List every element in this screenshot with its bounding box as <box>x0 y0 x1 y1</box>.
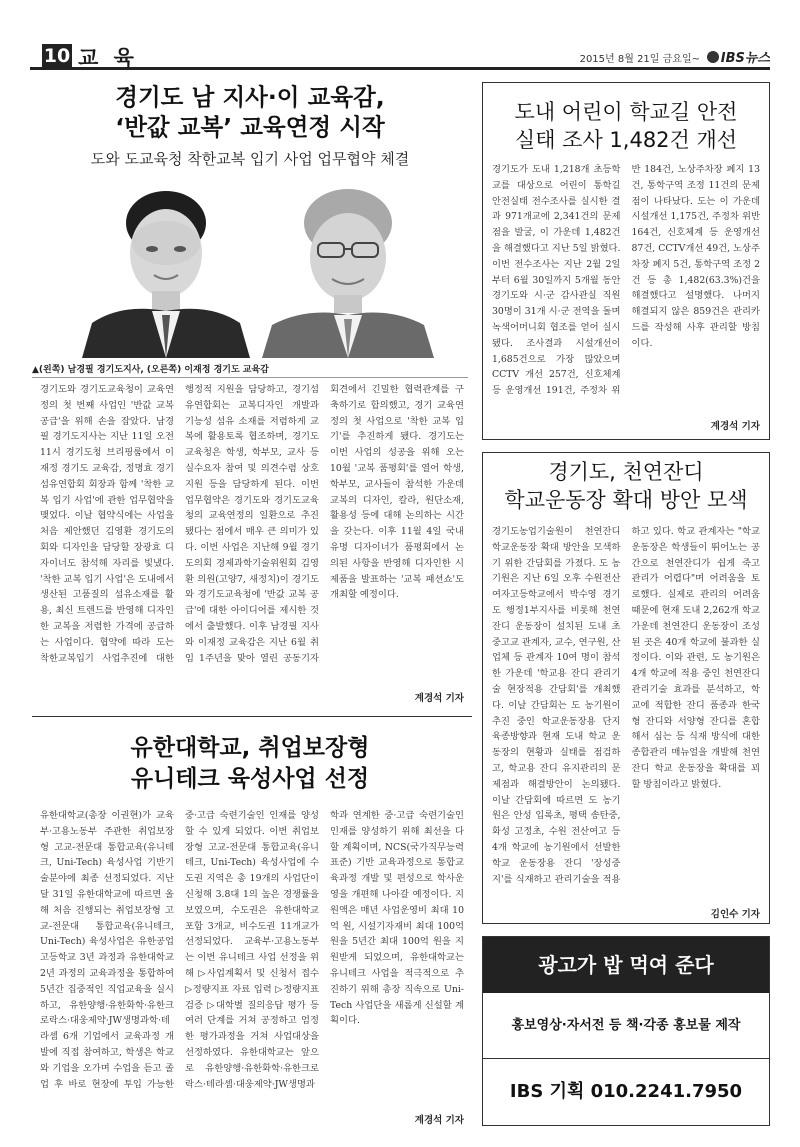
publisher-logo <box>707 47 770 66</box>
section-title: 교 육 <box>78 46 138 70</box>
ad-headline: 광고가 밥 먹여 준다 <box>483 937 769 993</box>
school-safety-body: 경기도가 도내 1,218개 초등학교를 대상으로 어린이 통학길 안전실태 전수조사를 실시한 결과 971개교에 2,341건의 문제점을 발굴, 이 가운데 1,482건을 해결했다고 지난 5일 밝혔다. 이번 전수조사는 지난 2월 2일부터 6월 30일까지 5개월 동안 경기도와 시·군 감사관실 직원 30명이 31개 시·군 전역을 돌며 녹색어머니회 협조를 얻어 실시됐다. 조사결과 시설개선이 1,685건으로 가장 많았으며 CCTV 개선 257건, 신호체계 등 운영개선 191건, 주정차 위반 184건, 노상주차장 폐지 13건, 통학구역 조정 11건의 문제점이 나타났다. 도는 이 가운데 시설개선 1,175건, 주정차 위반 164건, 신호체계 등 운영개선 87건, CCTV개선 49건, 노상주차장 폐지 5건, 통학구역 조정 2건 등 총 1,482(63.3%)건을 해결했다고 설명했다. 나머지 해결되지 않은 859건은 관리카드를 작성해 사후 관리할 방침이다. <box>492 164 760 397</box>
yuhan-article-body: 유한대학교(총장 이권현)가 교육부·고용노동부 주관한 취업보장형 고교-전문대 통합교육(유니테크, Uni-Tech) 육성사업 기반기술분야에 최종 선정되었다. 지난달 31일 유한대학교에 따르면 올해 처음 진행되는 취업보장형 고교-전문대 통합교육(유니테크, Uni-Tech) 육성사업은 유한공업고등학교 3년 과정과 유한대학교 2년 과정의 교육과정을 통합하여 5년간 집중적인 직업교육을 실시하고, 유한양행·유한화학·유한크로락스·대웅제약·JW생명과학·테라셈 6개 기업에서 교육과정 개발에 직접 참여하고, 학생은 학교와 기업을 오가며 수업을 듣고 졸업 후 바로 현장에 투입 가능한 중·고급 숙련기술인 인재를 양성할 수 있게 되었다. 이번 취업보장형 고교-전문대 통합교육(유니테크, Uni-Tech) 육성사업에 수도권 지역은 총 19개의 사업단이 신청해 3.8대 1의 높은 경쟁률을 보였으며, 수도권은 유한대학교 포함 3개교, 비수도권 11개교가 선정되었다. 교육부·고용노동부는 이번 유니테크 사업 선정을 위해 ▷사업계획서 및 신청서 접수 ▷정량지표 자료 입력 ▷정량지표 검증 ▷대학별 질의응답 평가 등 여러 단계를 거쳐 공정하고 엄정한 평가과정을 거쳐 사업대상을 선정하였다. 유한대학교는 앞으로 유한양행·유한화학·유한크로락스·테라셈·대웅제약·JW생명과학과 연계한 중·고급 숙련기술인 인재를 양성하기 위해 최선을 다할 계획이며, NCS(국가직무능력표준) 기반 교육과정으로 통합교육과정 개발 및 편성으로 학사운영을 개편해 나아갈 예정이다. 지원액은 매년 사업운영비 최대 10억 원, 시설기자재비 최대 100억 원을 5년간 최대 100억 원을 지원받게 되었으며, 유한대학교는 유니테크 사업을 적극적으로 추진하기 위해 총장 직속으로 Uni-Tech 사업단을 새롭게 신설할 계획이다. <box>40 810 464 1090</box>
photo-caption: ▲(왼쪽) 남경필 경기도지사, (오른쪽) 이재정 경기도 교육감 <box>32 365 269 375</box>
turf-article-byline: 김인수 기자 <box>710 909 760 920</box>
advertisement <box>482 936 770 1126</box>
section-divider <box>32 716 472 717</box>
turf-article-headline: 경기도, 천연잔디 학교운동장 확대 방안 모색 <box>504 460 748 512</box>
school-safety-byline: 계경석 기자 <box>710 421 760 432</box>
ibs-logo-mark-icon <box>707 51 719 63</box>
issue-date: 2015년 8월 21일 금요일~ <box>579 54 700 65</box>
page-number: 10 <box>43 45 71 67</box>
main-article-byline: 계경석 기자 <box>414 693 464 704</box>
main-article-subtitle: 도와 도교육청 착한교복 입기 사업 업무협약 체결 <box>90 150 410 168</box>
superintendent-portrait <box>262 183 434 358</box>
ad-services: 홍보영상·자서전 등 책·각종 홍보물 제작 <box>483 993 769 1059</box>
yuhan-article-headline: 유한대학교, 취업보장형 유니테크 육성사업 선정 <box>130 735 370 792</box>
governor-portrait <box>82 183 250 358</box>
school-safety-headline: 도내 어린이 학교길 안전 실태 조사 1,482건 개선 <box>514 100 738 152</box>
publisher-name: IBS뉴스 <box>720 51 770 66</box>
yuhan-article-byline: 계경석 기자 <box>414 1115 464 1126</box>
ad-contact: IBS 기획 010.2241.7950 <box>509 1081 743 1102</box>
caption-divider <box>32 377 468 378</box>
turf-article-body: 경기도농업기술원이 천연잔디 학교운동장 확대 방안을 모색하기 위한 간담회를 가졌다. 도 농기원은 지난 6일 오후 수원전산여자고등학교에서 박수영 경기도 행정1부지사를 비롯해 천연잔디 운동장이 설치된 도내 초중고교 관계자, 교수, 연구원, 산업체 등 관계자 10여 명이 참석한 가운데 '학교용 잔디 관리기술 현장적용 간담회'를 개최했다. 이날 간담회는 도 농기원이 추진 중인 학교운동장용 단지 육종방향과 현재 도내 학교 운동장의 현황과 실태를 점검하고, 학교용 잔디 유지관리의 문제점과 해결방안이 논의됐다. 이날 간담회에 따르면 도 농기원은 안성 입록초, 평택 송탄중, 화성 고정초, 수원 전산여고 등 4개 학교에 농기원에서 선발한 학교 운동장용 잔디 '장성중지'를 식재하고 관리기술을 적용하고 있다. 학교 관계자는 "학교 운동장은 학생들이 뛰어노는 공간으로 천연잔디가 쉽게 죽고 관리가 어렵다"며 어려움을 토로했다. 실제로 관리의 어려움 때문에 현재 도내 2,262개 학교 가운데 천연잔디 운동장이 조성된 곳은 40개 학교에 불과한 실정이다. 이와 관련, 도 농기원은 4개 학교에 적용 중인 천연잔디 관리기술 효과를 분석하고, 학교에 적합한 잔디 품종과 한국형 잔디와 서양형 잔디를 혼합해서 심는 등 식재 방식에 대한 종합관리 매뉴얼을 개발해 천연잔디 학교 운동장을 확대를 꾀할 방침이라고 밝혔다. <box>492 526 760 885</box>
main-article-body: 경기도와 경기도교육청이 교육연정의 첫 번째 사업인 '반값 교복 공급'을 위해 손을 잡았다. 남경필 경기도지사는 지난 11일 오전 11시 경기도청 브리핑룸에서 이재정 경기도 교육감, 정명효 경기섬유연합회 회장과 함께 '착한 교복 입기 사업'에 관한 업무협약을 맺었다. 이날 협약식에는 사업을 처음 제안했던 김영환 경기도의회와 디자인을 담당할 장광효 디자이너도 참석해 자리를 빛냈다. '착한 교복 입기 사업'은 도내에서 생산된 고품질의 섬유소재를 활용, 최신 트렌드를 반영해 디자인한 교복을 저렴한 가격에 공급하는 사업이다. 협약에 따라 도는 착한교복입기 사업추진에 대한 행정적 지원을 담당하고, 경기섬유연합회는 교복디자인 개발과 기능성 섬유 소재를 저렴하게 교복에 활용토록 협조하며, 경기도교육청은 학생, 학부모, 교사 등 실수요자 참여 및 의견수렴 상호 지원 등을 담당하게 된다. 이번 업무협약은 경기도와 경기도교육청의 교육연정의 일환으로 추진됐다는 점에서 매우 큰 의미가 있다. 이번 사업은 지난해 9월 경기도의회 경제과학기술위원회 김영환 의원(고양7, 새정치)이 경기도와 경기도교육청에 '반값 교복 공급'에 대한 아이디어를 제시한 것에서 출발했다. 이후 남경필 지사와 이재정 교육감은 지난 6월 취임 1주년을 맞아 열린 공동기자회견에서 긴밀한 협력관계를 구축하기로 합의했고, 경기 교육연정의 첫 사업으로 '착한 교복 입기'를 추진하게 됐다. 경기도는 이번 사업의 성공을 위해 오는 10월 '교복 품평회'를 열어 학생, 학부모, 교사들이 참석한 가운데 교복의 디자인, 칼라, 원단소재, 활용성 등에 대해 논의하는 시간을 갖는다. 이후 11월 4일 국내 유명 디자이너가 품평회에서 논의된 사항을 반영해 디자인한 시제품을 발표하는 '교복 패션쇼'도 개최할 예정이다. <box>40 384 464 664</box>
main-article-headline: 경기도 남 지사·이 교육감, ‘반값 교복’ 교육연정 시작 <box>115 83 385 141</box>
page-header <box>30 40 770 70</box>
